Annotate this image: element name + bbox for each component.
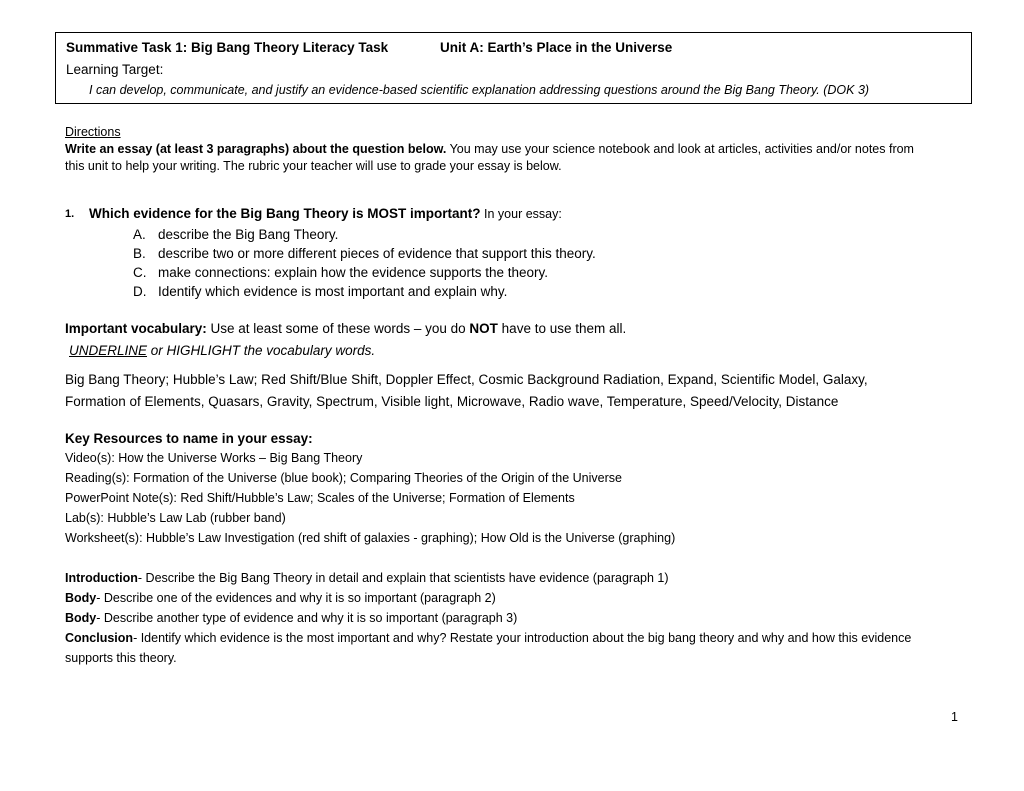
resource-item: Video(s): How the Universe Works – Big Bang Theory xyxy=(65,451,363,465)
vocab-line-1: Important vocabulary: Use at least some of these words – you do NOT have to use them all. xyxy=(65,321,627,336)
question-number: 1. xyxy=(65,208,75,220)
outline-conclusion-line-2: supports this theory. xyxy=(65,651,177,665)
resource-item: Worksheet(s): Hubble’s Law Investigation (red shift of galaxies - graphing); How Old is the Universe (graphing) xyxy=(65,531,676,545)
directions-line-2: this unit to help your writing. The rubric your teacher will use to grade your essay is below. xyxy=(65,159,562,173)
outline-introduction: Introduction- Describe the Big Bang Theory in detail and explain that scientists have evidence (paragraph 1) xyxy=(65,571,669,585)
resources-heading: Key Resources to name in your essay: xyxy=(65,431,313,446)
outline-conclusion: Conclusion- Identify which evidence is the most important and why? Restate your introduction about the big bang theory and why and how this evidence xyxy=(65,631,912,645)
vocab-words-line-2: Formation of Elements, Quasars, Gravity, Spectrum, Visible light, Microwave, Radio wave, Temperature, Speed/Velocity, Distance xyxy=(65,394,839,409)
resource-item: PowerPoint Note(s): Red Shift/Hubble’s Law; Scales of the Universe; Formation of Elements xyxy=(65,491,575,505)
page-number: 1 xyxy=(951,710,958,724)
vocab-words-line-1: Big Bang Theory; Hubble’s Law; Red Shift/Blue Shift, Doppler Effect, Cosmic Background Radiation, Expand, Scientific Model, Galaxy, xyxy=(65,372,868,387)
list-item: D. Identify which evidence is most important and explain why. xyxy=(133,284,508,299)
question-rest: In your essay: xyxy=(480,207,562,221)
task-title: Summative Task 1: Big Bang Theory Literacy Task xyxy=(66,40,389,55)
outline-body-2: Body- Describe another type of evidence and why it is so important (paragraph 3) xyxy=(65,611,518,625)
vocab-label: Important vocabulary: xyxy=(65,321,207,336)
unit-title: Unit A: Earth’s Place in the Universe xyxy=(440,40,673,55)
learning-target-label: Learning Target: xyxy=(66,62,164,77)
resource-item: Lab(s): Hubble’s Law Lab (rubber band) xyxy=(65,511,286,525)
resource-item: Reading(s): Formation of the Universe (blue book); Comparing Theories of the Origin of the Universe xyxy=(65,471,622,485)
list-item: B. describe two or more different pieces of evidence that support this theory. xyxy=(133,246,596,261)
outline-body-1: Body- Describe one of the evidences and why it is so important (paragraph 2) xyxy=(65,591,496,605)
header-box xyxy=(55,32,972,104)
learning-target-text: I can develop, communicate, and justify an evidence-based scientific explanation addressing questions around the Big Bang Theory. (DOK 3) xyxy=(89,83,870,97)
vocab-line-2: UNDERLINE or HIGHLIGHT the vocabulary words. xyxy=(69,343,376,358)
underline-word: UNDERLINE xyxy=(69,343,148,358)
question-bold: Which evidence for the Big Bang Theory is MOST important? xyxy=(89,206,481,221)
question-text xyxy=(89,206,562,221)
list-item: C. make connections: explain how the evidence supports the theory. xyxy=(133,265,548,280)
question-items xyxy=(133,225,596,301)
directions-rest: You may use your science notebook and look at articles, activities and/or notes from xyxy=(446,142,914,156)
list-item: A. describe the Big Bang Theory. xyxy=(133,227,339,242)
directions-line-1 xyxy=(65,141,914,158)
directions-heading: Directions xyxy=(65,125,121,139)
directions-bold-lead: Write an essay (at least 3 paragraphs) about the question below. xyxy=(65,142,447,156)
vocab-not: NOT xyxy=(469,321,498,336)
